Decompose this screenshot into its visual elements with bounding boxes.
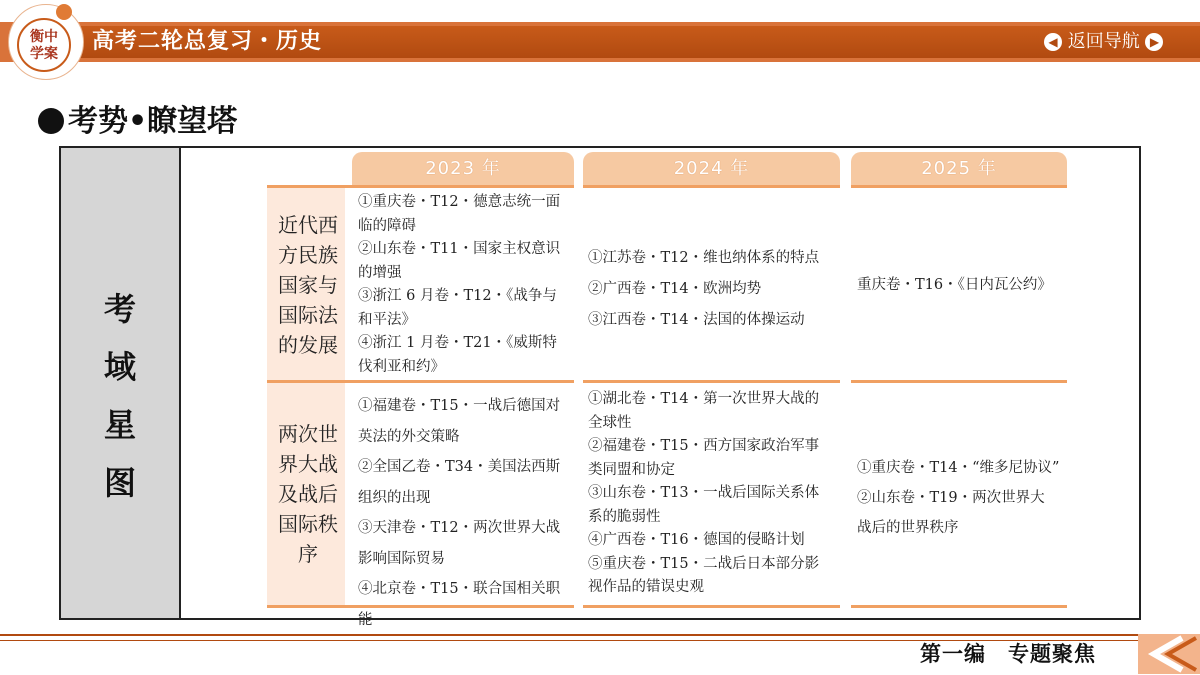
row-label-cell [267,188,345,381]
bullet-icon [38,108,64,134]
sidebar-char: 考 [103,290,136,328]
chevron-left-icon[interactable] [1138,624,1200,674]
sidebar-label [61,280,179,512]
year-header-2023: 2023 年 [352,152,574,186]
page-title: 高考二轮总复习・历史 [92,29,323,54]
sidebar-char: 星 [103,406,136,444]
divider [583,185,840,188]
divider [267,605,574,608]
nav-label[interactable]: 返回导航 [1067,31,1140,52]
section-title-text: 考势•瞭望塔 [68,104,238,139]
row-label: 两次世 界大战 及战后 国际秩 序 [278,422,338,566]
cell-2023: ①重庆卷・T12・德意志统一面 临的障碍 ②山东卷・T11・国家主权意识 的增强 ③浙江 6 月卷・T12・《战争与 和平法》 ④浙江 1 月卷・T21・《威斯特 伐利亚和约》 [358,194,561,375]
cell-2024: ①湖北卷・T14・第一次世界大战的 全球性 ②福建卷・T15・西方国家政治军事 类同盟和协定 ③山东卷・T13・一战后国际关系体 系的脆弱性 ④广西卷・T16・德国的侵略计划 ⑤重庆卷・T15・二战后日本部分影 视作品的错误史观 [588,391,820,595]
divider [851,185,1067,188]
cell-2023: ①福建卷・T15・一战后德国对 英法的外交策略 ②全国乙卷・T34・美国法西斯 组织的出现 ③天津卷・T12・两次世界大战 影响国际贸易 ④北京卷・T15・联合国相关职能 [358,398,561,628]
cell-2025: 重庆卷・T16・《日内瓦公约》 [857,277,1052,293]
footer-line [0,634,1140,636]
nav-back[interactable] [1044,29,1163,55]
arrow-left-icon[interactable]: ◀ [1044,33,1062,51]
logo-line2: 学案 [30,46,58,62]
year-header-2025: 2025 年 [851,152,1067,186]
sidebar-char: 图 [103,464,136,502]
logo [17,18,71,72]
logo-dot [56,4,72,20]
logo-line1: 衡中 [30,29,58,45]
footer-text: 第一编 专题聚焦 [920,642,1096,666]
divider [583,380,840,383]
row-label: 近代西 方民族 国家与 国际法 的发展 [278,213,338,357]
sidebar [61,148,181,618]
divider [851,605,1067,608]
row-label-cell [267,383,345,605]
arrow-right-icon[interactable]: ▶ [1145,33,1163,51]
cell-2024: ①江苏卷・T12・维也纳体系的特点 ②广西卷・T14・欧洲均势 ③江西卷・T14・法国的体操运动 [588,250,820,328]
cell-2025: ①重庆卷・T14・“维多尼协议” ②山东卷・T19・两次世界大 战后的世界秩序 [857,460,1060,536]
section-title [38,96,237,140]
divider [583,605,840,608]
sidebar-char: 域 [103,348,136,386]
year-header-2024: 2024 年 [583,152,840,186]
divider [851,380,1067,383]
